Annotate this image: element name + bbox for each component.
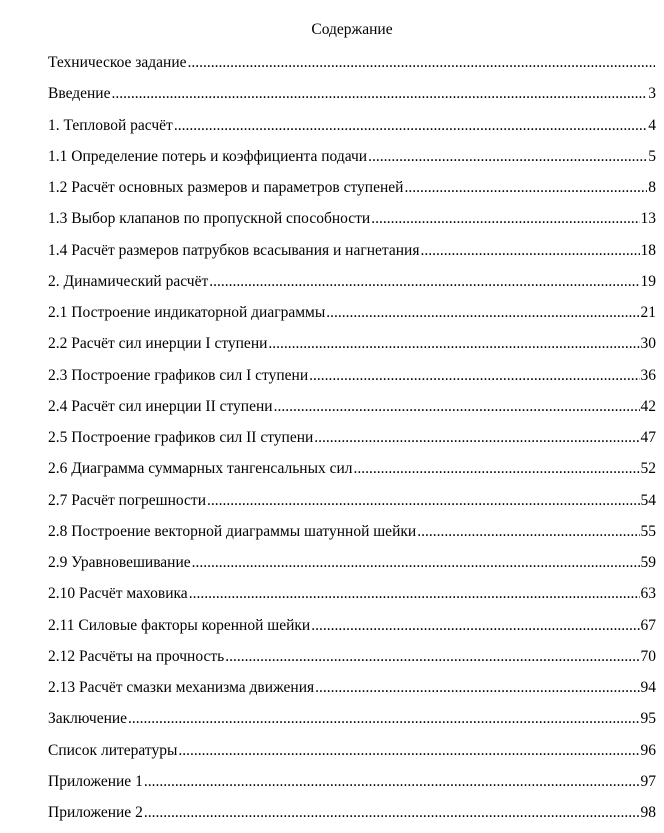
toc-entry-text: Приложение 1: [48, 772, 143, 790]
toc-page-number: 94: [640, 679, 656, 696]
toc-dot-leader: [174, 115, 647, 137]
toc-entry: [48, 177, 656, 208]
toc-entry-text: 1. Тепловой расчёт: [48, 116, 173, 134]
toc-dot-leader: [268, 333, 639, 355]
toc-entry-text: 2.2 Расчёт сил инерции I ступени: [48, 335, 268, 353]
toc-page-number: 36: [640, 366, 656, 384]
toc-entry: [48, 396, 656, 427]
toc-dot-leader: [144, 771, 640, 793]
toc-entry: [48, 208, 656, 239]
toc-entry: [48, 302, 656, 333]
toc-dot-leader: [192, 552, 640, 574]
toc-entry-text: 2.11 Силовые факторы коренной шейки: [48, 616, 311, 634]
toc-page-number: 67: [640, 616, 656, 634]
toc-entry: [48, 365, 656, 396]
toc-page-number: 47: [640, 429, 656, 446]
toc-entry: [48, 740, 656, 771]
toc-entry-text: 2.7 Расчёт погрешности: [48, 491, 206, 509]
toc-dot-leader: [189, 583, 640, 605]
toc-entry-text: Техническое задание: [48, 54, 187, 71]
toc-entry-text: Заключение: [48, 710, 128, 728]
toc-page-number: 42: [640, 397, 656, 415]
toc-dot-leader: [417, 521, 639, 543]
toc-entry-text: 2.9 Уравновешивание: [48, 554, 191, 571]
table-of-contents: [48, 52, 656, 833]
toc-page-number: 96: [640, 741, 656, 759]
toc-entry: [48, 552, 656, 583]
toc-entry-text: 2.8 Построение векторной диаграммы шатунной шейки: [48, 522, 417, 540]
toc-entry: [48, 271, 656, 302]
toc-page-number: 19: [640, 272, 656, 290]
toc-entry-text: Список литературы: [48, 741, 178, 759]
toc-entry-text: 1.2 Расчёт основных размеров и параметров ступеней: [48, 179, 404, 196]
toc-entry: [48, 646, 656, 677]
toc-dot-leader: [368, 146, 647, 168]
toc-entry: [48, 771, 656, 802]
toc-entry: [48, 240, 656, 271]
toc-page-number: 63: [640, 585, 656, 603]
toc-entry: [48, 333, 656, 364]
toc-page-number: 18: [640, 241, 656, 259]
toc-dot-leader: [326, 302, 639, 324]
toc-entry: [48, 708, 656, 739]
toc-page-number: 97: [640, 772, 656, 790]
toc-page-number: 55: [640, 522, 656, 540]
toc-entry: [48, 521, 656, 552]
toc-entry: [48, 458, 656, 489]
toc-entry-text: 1.3 Выбор клапанов по пропускной способности: [48, 210, 371, 228]
toc-page-number: 70: [640, 647, 656, 665]
toc-entry-text: Приложение 2: [48, 804, 143, 821]
toc-dot-leader: [404, 177, 647, 199]
toc-page-number: 13: [640, 210, 656, 228]
toc-entry: [48, 146, 656, 177]
toc-entry: [48, 615, 656, 646]
toc-dot-leader: [274, 396, 640, 418]
toc-dot-leader: [354, 458, 640, 480]
toc-page-number: 52: [640, 460, 656, 478]
toc-dot-leader: [309, 365, 639, 387]
toc-page-number: 30: [640, 335, 656, 353]
toc-entry-text: 2.3 Построение графиков сил I ступени: [48, 366, 309, 384]
toc-page-number: 95: [640, 710, 656, 728]
toc-entry-text: 1.1 Определение потерь и коэффициента подачи: [48, 147, 368, 165]
toc-dot-leader: [371, 208, 639, 230]
toc-title: Содержание: [311, 21, 393, 38]
toc-entry-text: 2.6 Диаграмма суммарных тангенсальных сил: [48, 460, 353, 478]
toc-page-number: 4: [648, 116, 656, 134]
toc-entry: [48, 802, 656, 833]
toc-dot-leader: [128, 708, 639, 730]
toc-dot-leader: [420, 240, 639, 262]
toc-dot-leader: [207, 490, 640, 512]
toc-page-number: 3: [648, 85, 656, 103]
toc-entry-text: 2.12 Расчёты на прочность: [48, 647, 225, 665]
toc-dot-leader: [209, 271, 639, 293]
toc-dot-leader: [111, 83, 647, 105]
toc-dot-leader: [315, 677, 639, 699]
toc-dot-leader: [178, 740, 639, 762]
toc-dot-leader: [188, 52, 655, 74]
toc-dot-leader: [311, 615, 639, 637]
toc-entry: [48, 52, 656, 83]
toc-entry: [48, 583, 656, 614]
toc-entry-text: 2.10 Расчёт маховика: [48, 585, 188, 603]
toc-page-number: 98: [640, 804, 656, 821]
toc-entry: [48, 490, 656, 521]
toc-entry-text: 2. Динамический расчёт: [48, 272, 209, 290]
toc-dot-leader: [314, 427, 639, 449]
toc-dot-leader: [144, 802, 640, 824]
toc-entry-text: 2.5 Построение графиков сил II ступени: [48, 429, 314, 446]
toc-entry: [48, 677, 656, 708]
toc-entry-text: 2.13 Расчёт смазки механизма движения: [48, 679, 315, 696]
toc-dot-leader: [225, 646, 639, 668]
toc-entry-text: Введение: [48, 85, 111, 103]
toc-page-number: 5: [648, 147, 656, 165]
toc-entry-text: 1.4 Расчёт размеров патрубков всасывания и нагнетания: [48, 241, 420, 259]
toc-page-number: 8: [648, 179, 656, 196]
toc-entry: [48, 115, 656, 146]
toc-entry-text: 2.4 Расчёт сил инерции II ступени: [48, 397, 273, 415]
toc-page-number: 21: [640, 304, 656, 321]
toc-page-number: 59: [640, 554, 656, 571]
toc-entry: [48, 83, 656, 114]
toc-entry-text: 2.1 Построение индикаторной диаграммы: [48, 304, 326, 321]
toc-entry: [48, 427, 656, 458]
toc-page-number: 54: [640, 491, 656, 509]
